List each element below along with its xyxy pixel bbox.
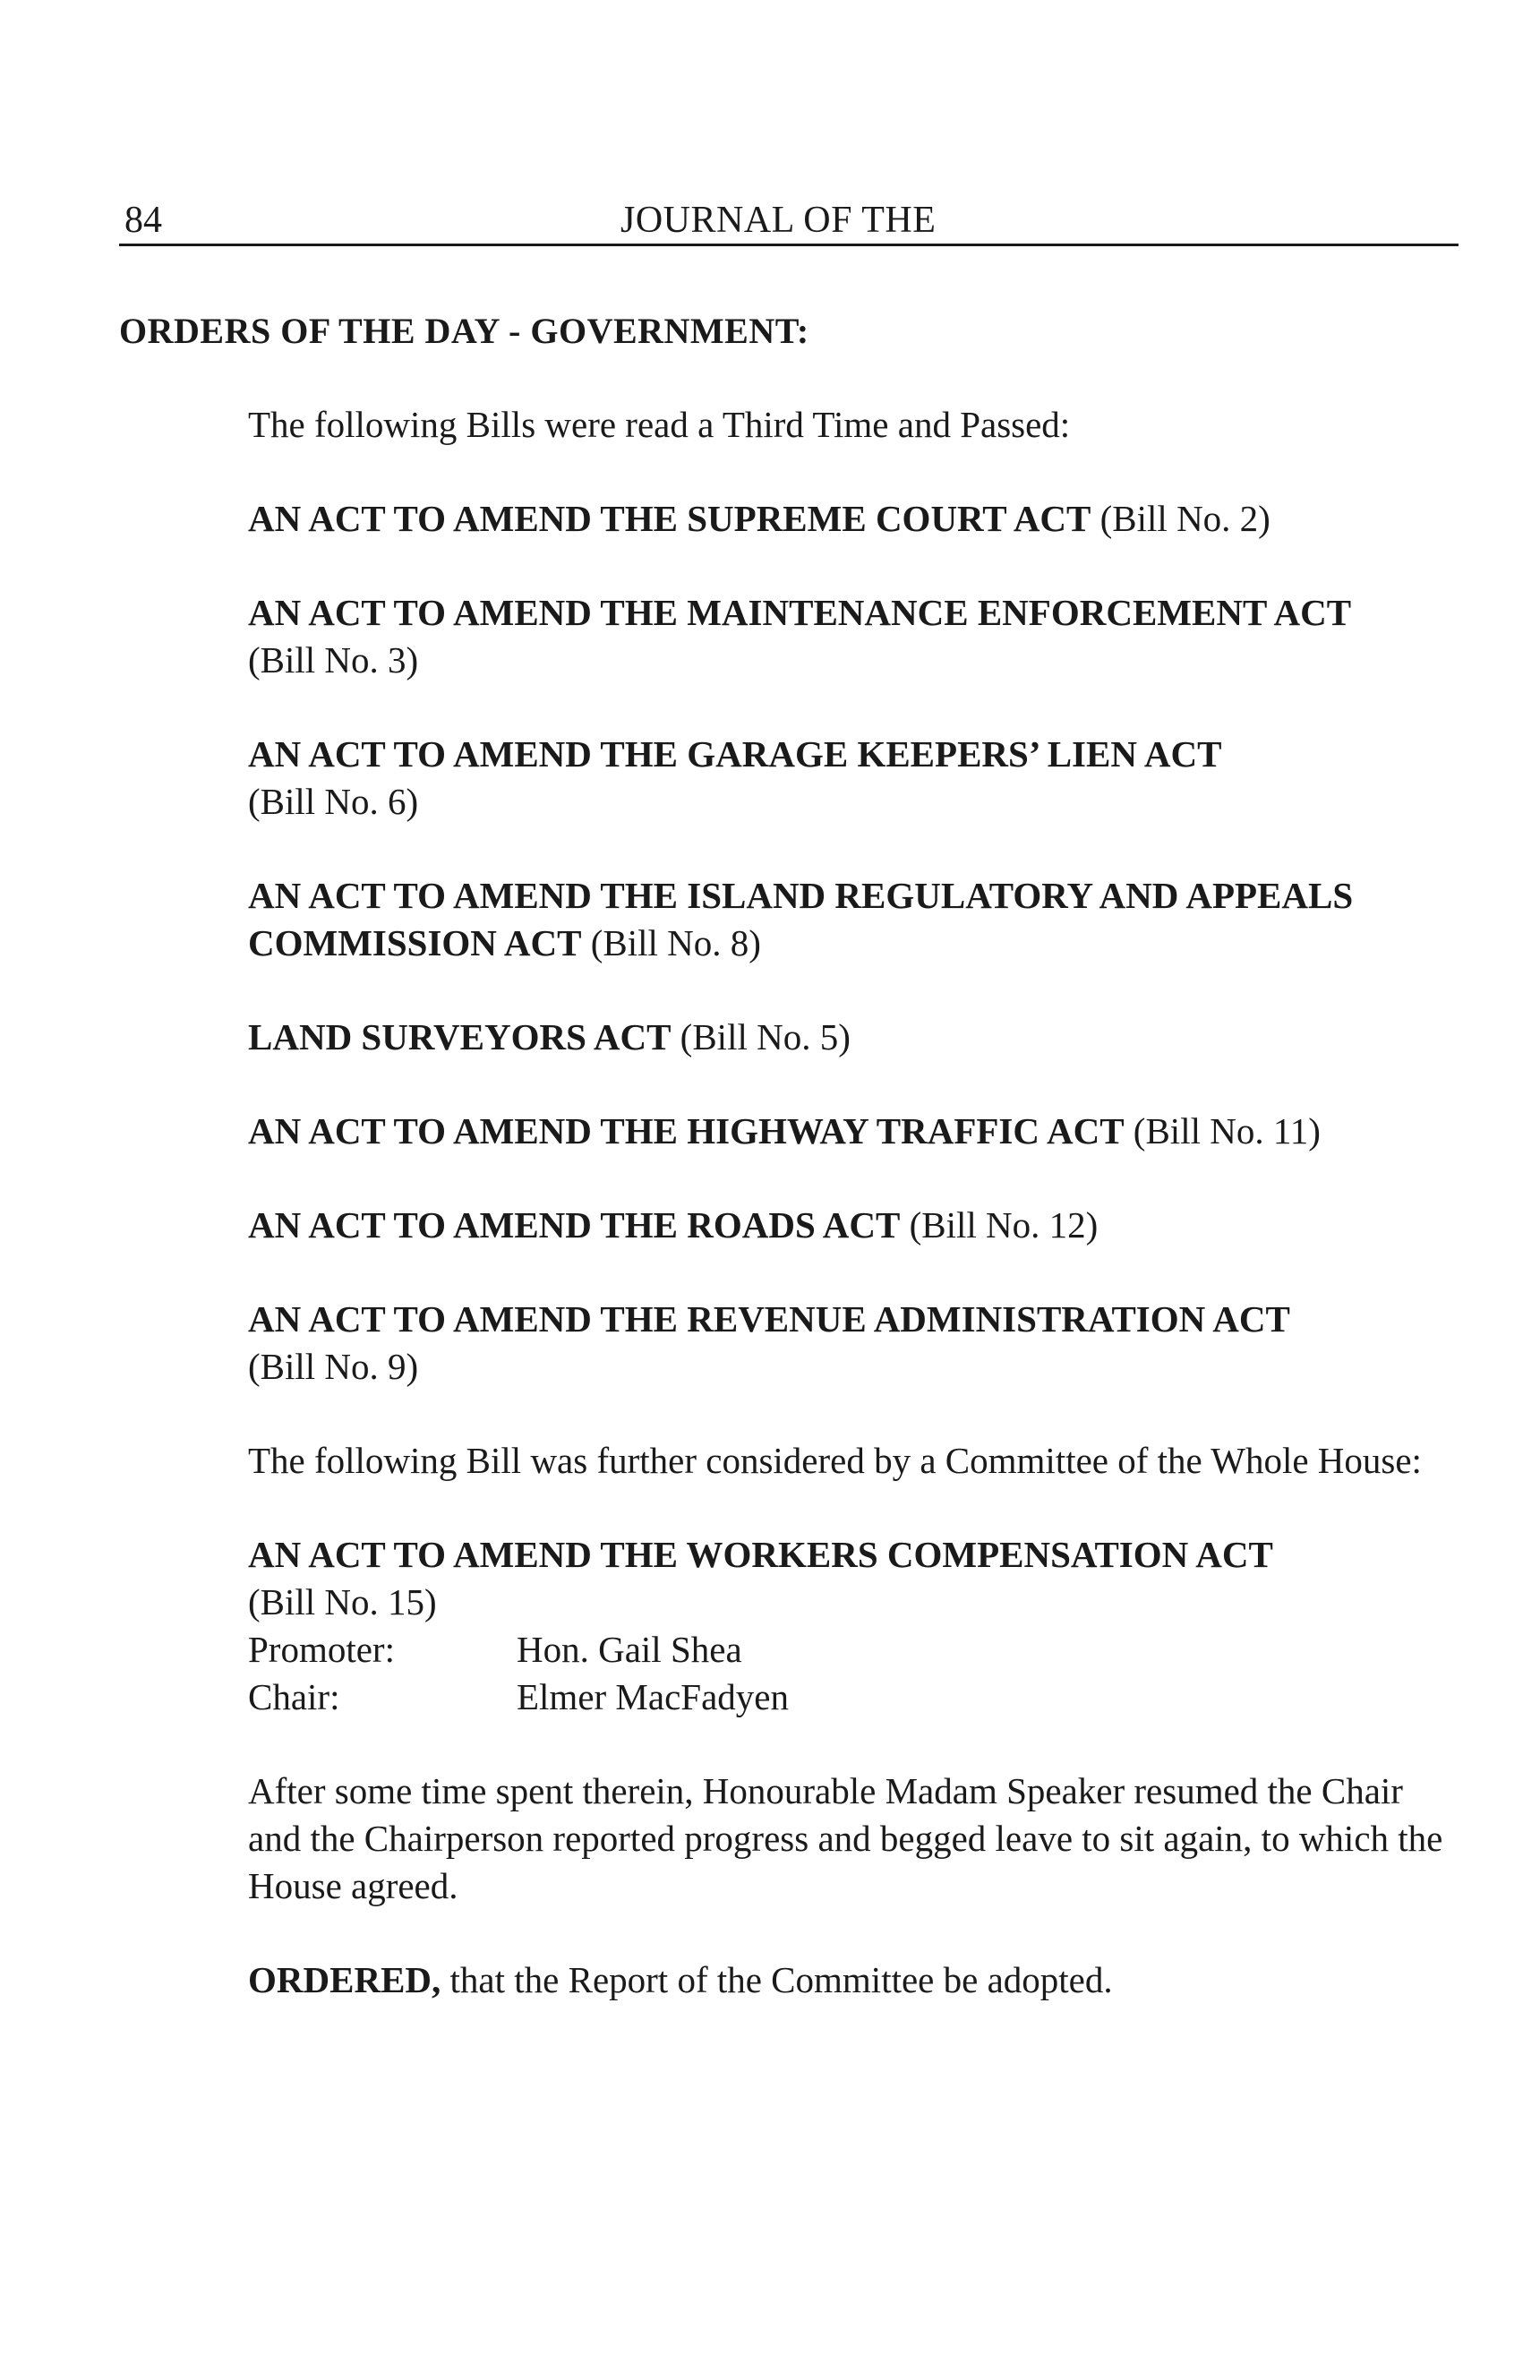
- ordered-paragraph: [248, 1956, 1457, 2004]
- bill-title: AN ACT TO AMEND THE SUPREME COURT ACT: [248, 498, 1091, 539]
- progress-paragraph: After some time spent therein, Honourable Madam Speaker resumed the Chair and the Chairperson reported progress and begged leave to sit again, to which the House agreed.: [248, 1770, 1443, 1906]
- bill-entry: [248, 1296, 1457, 1391]
- chair-label: Chair:: [248, 1676, 340, 1717]
- promoter-name: Hon. Gail Shea: [517, 1629, 742, 1670]
- chair-row: [248, 1674, 1457, 1721]
- bill-entry: [248, 589, 1457, 684]
- bill-number: (Bill No. 9): [248, 1346, 419, 1387]
- bill-title: AN ACT TO AMEND THE REVENUE ADMINISTRATION ACT: [248, 1298, 1290, 1340]
- committee-intro: The following Bill was further considered by a Committee of the Whole House:: [248, 1440, 1422, 1481]
- bill-entry: [248, 731, 1457, 826]
- promoter-label: Promoter:: [248, 1629, 395, 1670]
- bill-number: (Bill No. 12): [909, 1204, 1099, 1246]
- bill-entry: [248, 1108, 1457, 1155]
- promoter-row: [248, 1626, 1457, 1674]
- third-reading-intro: The following Bills were read a Third Time and Passed:: [248, 404, 1071, 445]
- bill-title: AN ACT TO AMEND THE ISLAND REGULATORY AND APPEALS COMMISSION ACT: [248, 875, 1354, 963]
- bill-entry: [248, 1014, 1457, 1061]
- chair-name: Elmer MacFadyen: [517, 1676, 789, 1717]
- bill-entry: [248, 872, 1457, 967]
- committee-bill-entry: [248, 1531, 1457, 1721]
- bill-number: (Bill No. 15): [248, 1581, 437, 1622]
- running-title: JOURNAL OF THE: [620, 200, 937, 241]
- ordered-text: that the Report of the Committee be adopted.: [449, 1959, 1113, 2000]
- bill-title: LAND SURVEYORS ACT: [248, 1016, 672, 1057]
- bill-title: AN ACT TO AMEND THE MAINTENANCE ENFORCEMENT ACT: [248, 592, 1352, 633]
- bill-number: (Bill No. 3): [248, 639, 419, 681]
- bill-number: (Bill No. 6): [248, 781, 419, 822]
- bill-number: (Bill No. 11): [1133, 1110, 1321, 1151]
- bill-number: (Bill No. 5): [680, 1016, 851, 1057]
- bill-entry: [248, 495, 1457, 543]
- bill-title: AN ACT TO AMEND THE ROADS ACT: [248, 1204, 901, 1246]
- page-number: 84: [124, 200, 162, 241]
- page-header: [119, 199, 1459, 246]
- bill-title: AN ACT TO AMEND THE HIGHWAY TRAFFIC ACT: [248, 1110, 1125, 1151]
- bill-number: (Bill No. 2): [1099, 498, 1270, 539]
- bill-title: AN ACT TO AMEND THE GARAGE KEEPERS’ LIEN ACT: [248, 733, 1222, 775]
- journal-body: [248, 401, 1457, 2050]
- bill-entry: [248, 1202, 1457, 1249]
- bill-number: (Bill No. 8): [590, 922, 761, 963]
- bill-title: AN ACT TO AMEND THE WORKERS COMPENSATION ACT: [248, 1534, 1273, 1575]
- ordered-label: ORDERED,: [248, 1959, 441, 2000]
- section-heading: ORDERS OF THE DAY - GOVERNMENT:: [119, 311, 809, 351]
